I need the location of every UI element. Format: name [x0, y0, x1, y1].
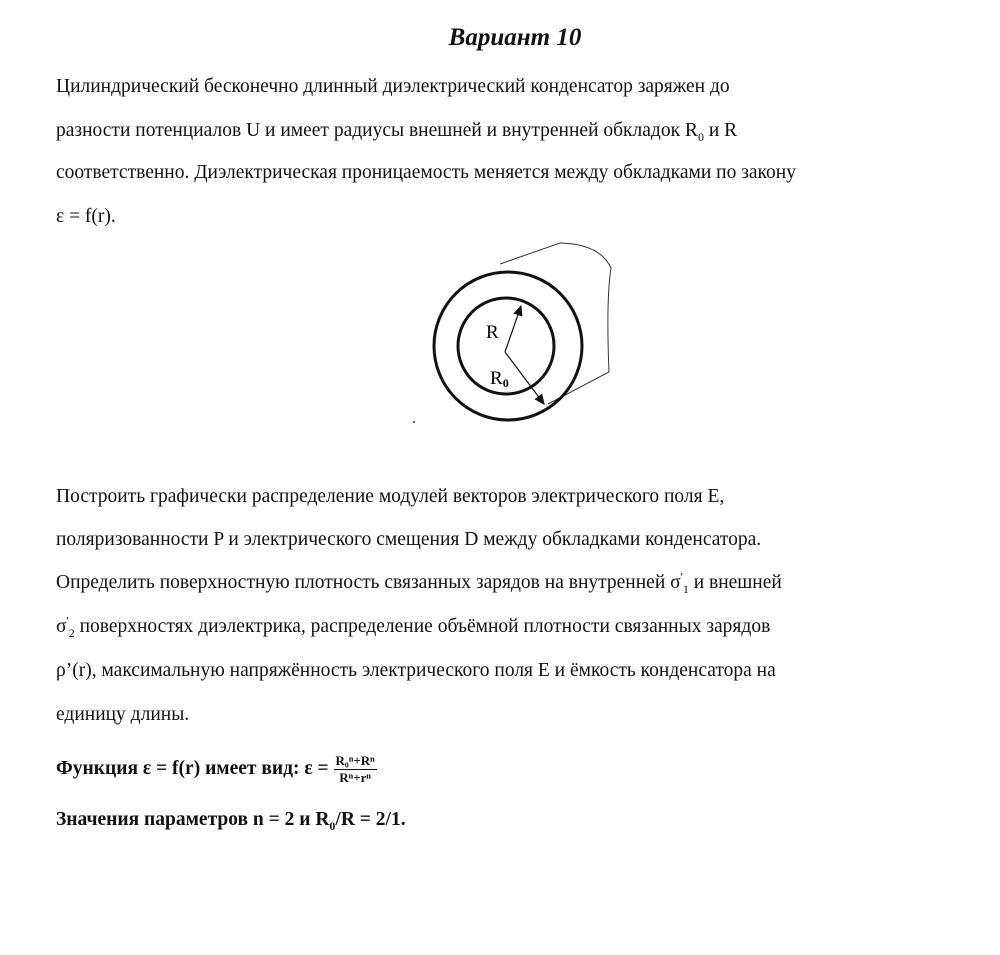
outer-plate	[434, 272, 582, 420]
function-label: Функция ε = f(r) имеет вид: ε =	[56, 757, 334, 779]
task-line-5: ρ’(r), максимальную напряжённость электрического поля E и ёмкость конденсатора на	[56, 660, 776, 681]
sup: '	[680, 569, 683, 584]
sub: 1	[682, 581, 689, 596]
task-line-1: Построить графически распределение модулей векторов электрического поля E,	[56, 486, 725, 507]
task-line-2: поляризованности P и электрического смещения D между обкладками конденсатора.	[56, 529, 762, 550]
t: /R = 2/1.	[335, 809, 406, 830]
radius-r0-arrow	[505, 352, 544, 404]
intro-line-1: Цилиндрический бесконечно длинный диэлектрический конденсатор заряжен до	[56, 76, 730, 97]
function-line	[56, 753, 377, 786]
t: Значения параметров n = 2 и R	[56, 809, 330, 830]
label-r: R	[486, 322, 499, 343]
t: σ	[56, 616, 67, 637]
sup: '	[66, 613, 69, 628]
params-line	[56, 808, 406, 832]
task-line-6: единицу длины.	[56, 704, 190, 725]
intro-line-3: соответственно. Диэлектрическая проницаемость меняется между обкладками по закону	[56, 162, 796, 183]
intro-line-2-text: разности потенциалов U и имеет радиусы внешней и внутренней обкладок R	[56, 120, 698, 141]
subscript: 0	[697, 129, 704, 144]
cylinder-outline	[500, 243, 611, 404]
radius-r-arrow	[505, 306, 521, 352]
intro-line-2-tail: и R	[703, 120, 738, 141]
t: и внешней	[688, 572, 782, 593]
epsilon-fraction	[334, 753, 377, 786]
variant-title: Вариант 10	[448, 24, 582, 51]
denominator: Rⁿ+rⁿ	[339, 770, 371, 785]
numerator: R₀ⁿ+Rⁿ	[335, 753, 375, 768]
task-line-4	[56, 615, 770, 639]
label-r0: R0	[490, 368, 509, 390]
t: поверхностях диэлектрика, распределение объёмной плотности связанных зарядов	[74, 616, 771, 637]
task-line-3	[56, 571, 782, 595]
t: Определить поверхностную плотность связанных зарядов на внутренней σ	[56, 572, 681, 593]
sub: 0	[329, 818, 336, 833]
dot-mark	[413, 421, 415, 423]
sub: 2	[68, 625, 75, 640]
intro-line-4: ε = f(r).	[56, 206, 116, 227]
